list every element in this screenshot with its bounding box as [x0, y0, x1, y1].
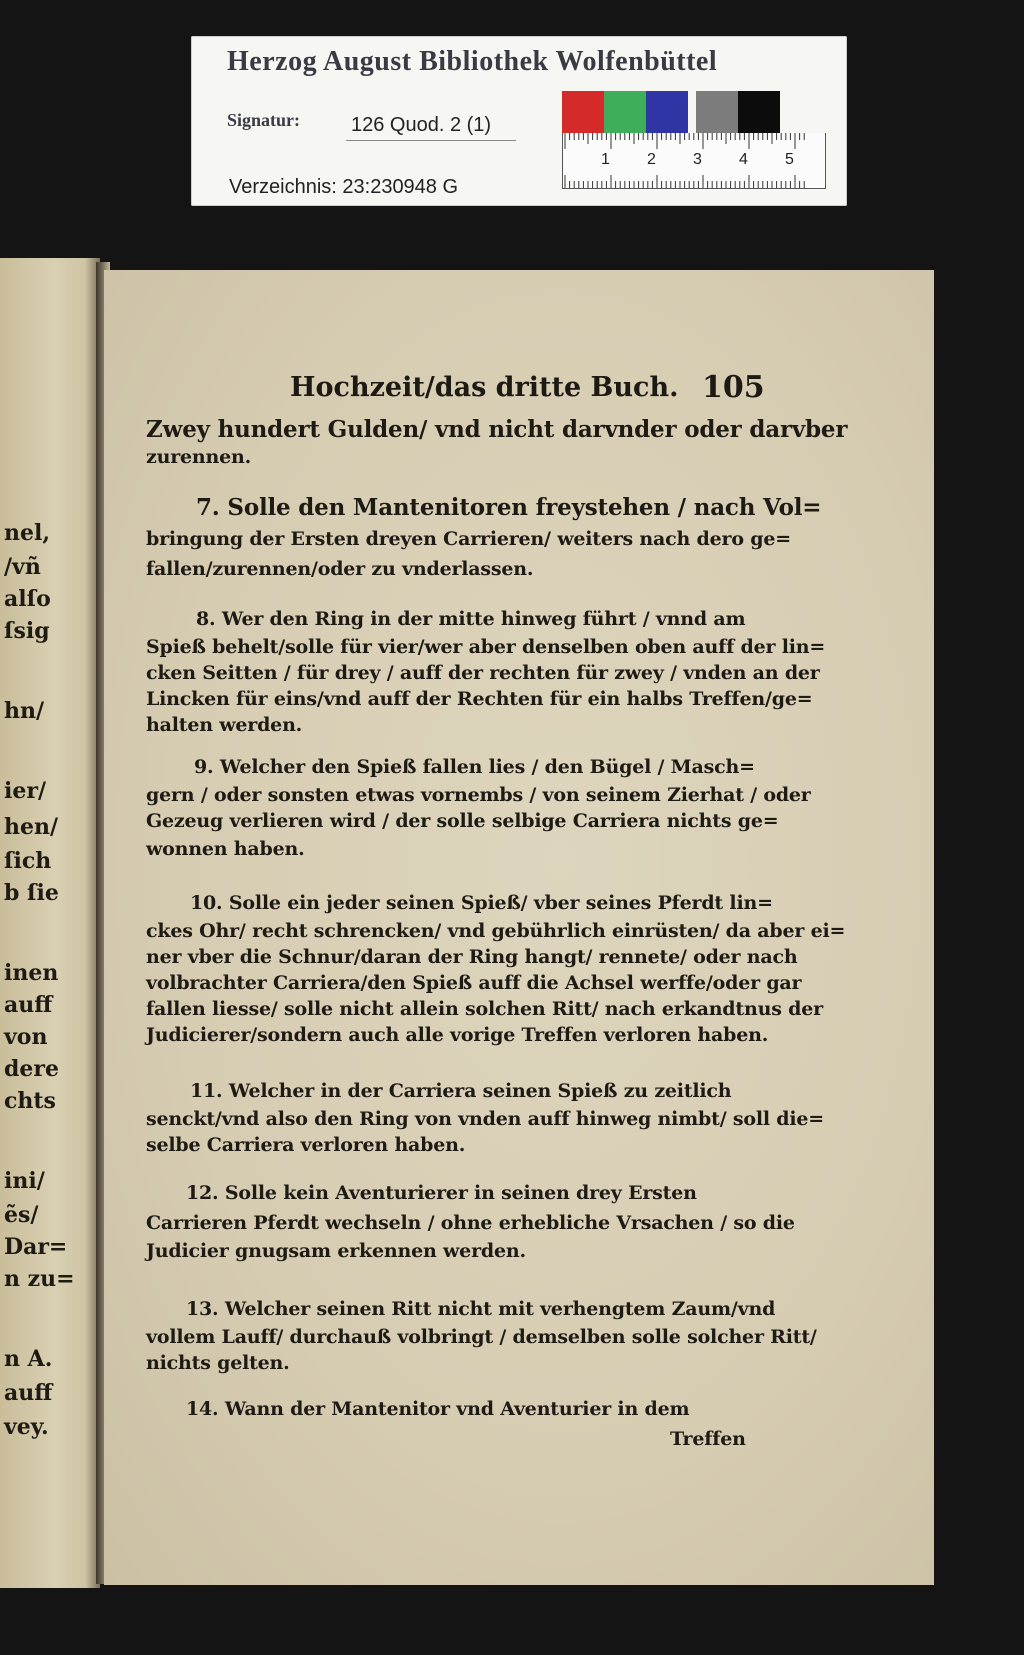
text-line: gern / oder sonsten etwas vornembs / von seinem Zierhat / oder [146, 784, 811, 806]
margin-fragment: auff [4, 992, 53, 1018]
signatur-label: Signatur: [227, 110, 301, 130]
ruler-number: 2 [647, 151, 656, 168]
swatch-blue [646, 91, 688, 133]
text-line: Carrieren Pferdt wechseln / ohne erhebliche Vrsachen / so die [146, 1212, 795, 1234]
text-line: Judicierer/sondern auch alle vorige Treffen verloren haben. [146, 1024, 769, 1046]
swatch-red [562, 91, 604, 133]
margin-fragment: b ſie [4, 880, 59, 906]
text-line: 12. Solle kein Aventurierer in seinen drey Ersten [186, 1182, 697, 1204]
margin-fragment: n zu= [4, 1266, 75, 1292]
scale-ruler [562, 133, 826, 189]
margin-fragment: chts [4, 1088, 56, 1114]
text-line: ner vber die Schnur/daran der Ring hangt/ rennete/ oder nach [146, 946, 798, 968]
margin-fragment: ier/ [4, 778, 46, 804]
text-line: 8. Wer den Ring in der mitte hinweg führt / vnnd am [196, 608, 746, 630]
margin-fragment: ſsig [4, 618, 50, 644]
margin-fragment: hen/ [4, 814, 59, 840]
text-line: 7. Solle den Mantenitoren freystehen / nach Vol= [196, 494, 822, 521]
ruler-number: 4 [739, 151, 748, 168]
margin-fragment: n A. [4, 1346, 53, 1372]
text-line: volbrachter Carriera/den Spieß auff die Achsel werffe/oder gar [146, 972, 802, 994]
text-line: Lincken für eins/vnd auff der Rechten für ein halbs Treffen/ge= [146, 688, 813, 710]
margin-fragment: ini/ [4, 1168, 45, 1194]
signatur-underline [346, 140, 516, 141]
margin-fragment: inen [4, 960, 59, 986]
text-line: vollem Lauff/ durchauß volbringt / demselben solle solcher Ritt/ [146, 1326, 817, 1348]
swatch-black [738, 91, 780, 133]
text-line: 11. Welcher in der Carriera seinen Spieß zu zeitlich [190, 1080, 732, 1102]
swatch-green [604, 91, 646, 133]
text-line: 9. Welcher den Spieß fallen lies / den Bügel / Masch= [194, 756, 755, 778]
margin-fragment: dere [4, 1056, 59, 1082]
running-header: Hochzeit/das dritte Buch. [290, 372, 679, 403]
text-line: fallen liesse/ solle nicht allein solchen Ritt/ nach erkandtnus der [146, 998, 823, 1020]
text-line: cken Seitten / für drey / auff der rechten für zwey / vnden an der [146, 662, 820, 684]
text-line: ckes Ohr/ recht schrencken/ vnd gebührlich einrüsten/ da aber ei= [146, 920, 846, 942]
catchword: Treffen [670, 1428, 746, 1450]
text-line: nichts gelten. [146, 1352, 290, 1374]
text-line: selbe Carriera verloren haben. [146, 1134, 466, 1156]
margin-fragment: vey. [4, 1414, 49, 1440]
text-line: Zwey hundert Gulden/ vnd nicht darvnder oder darvber [146, 416, 848, 443]
margin-fragment: alſo [4, 586, 51, 612]
text-line: fallen/zurennen/oder zu vnderlassen. [146, 558, 534, 580]
swatch-gap [688, 91, 696, 133]
signatur-value: 126 Quod. 2 (1) [351, 114, 492, 136]
margin-fragment: /vñ [4, 554, 41, 580]
color-calibration-swatches [562, 91, 824, 133]
library-label [191, 36, 847, 206]
margin-fragment: hn/ [4, 698, 45, 724]
text-line: 13. Welcher seinen Ritt nicht mit verhengtem Zaum/vnd [186, 1298, 776, 1320]
ruler-number: 1 [601, 151, 610, 168]
margin-fragment: auff [4, 1380, 53, 1406]
verzeichnis-text: Verzeichnis: 23:230948 G [229, 176, 459, 198]
margin-fragment: ẽs/ [4, 1202, 39, 1228]
margin-fragment: von [4, 1024, 48, 1050]
text-line: 14. Wann der Mantenitor vnd Aventurier in dem [186, 1398, 690, 1420]
text-line: zurennen. [146, 446, 252, 468]
text-line: bringung der Ersten dreyen Carrieren/ weiters nach dero ge= [146, 528, 791, 550]
text-line: Judicier gnugsam erkennen werden. [146, 1240, 526, 1262]
swatch-gray [696, 91, 738, 133]
text-line: Gezeug verlieren wird / der solle selbige Carriera nichts ge= [146, 810, 779, 832]
library-title: Herzog August Bibliothek Wolfenbüttel [227, 46, 718, 77]
text-line: wonnen haben. [146, 838, 305, 860]
text-line: 10. Solle ein jeder seinen Spieß/ vber seines Pferdt lin= [190, 892, 773, 914]
left-page-edge [0, 258, 100, 1588]
page-number: 105 [702, 370, 765, 405]
ruler-number: 3 [693, 151, 702, 168]
margin-fragment: nel, [4, 520, 51, 546]
margin-fragment: Dar= [4, 1234, 68, 1260]
ruler-number: 5 [785, 151, 794, 168]
text-line: senckt/vnd also den Ring von vnden auff hinweg nimbt/ soll die= [146, 1108, 824, 1130]
margin-fragment: ſich [4, 848, 52, 874]
text-line: halten werden. [146, 714, 303, 736]
text-line: Spieß behelt/solle für vier/wer aber denselben oben auff der lin= [146, 636, 826, 658]
